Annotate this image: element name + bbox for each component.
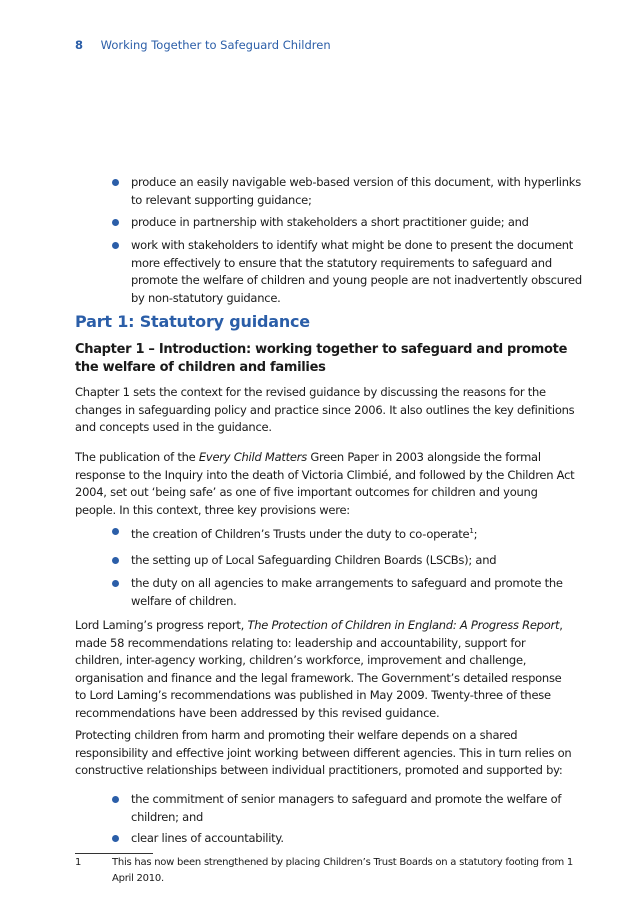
document-title: Working Together to Safeguard Children	[100, 38, 331, 52]
footnote-text: This has now been strengthened by placing Children’s Trust Boards on a statutory footing from 1 April 2010.	[112, 857, 574, 884]
footnote-ref[interactable]: 1	[469, 527, 474, 535]
bullet-icon	[112, 580, 119, 587]
bullet-icon	[112, 835, 119, 842]
paragraph-laming-report: Lord Laming’s progress report, The Protection of Children in England: A Progress Report, made 58 recommendations relating to: leadership and accountability, support for children, inter-agency working, children’s workforce, improvement and challenge, organisation and finance and the legal framework. The Government’s detailed response to Lord Laming’s recommendations was published in May 2009. Twenty-three of these recommendations have been addressed by this revised guidance.	[75, 618, 563, 720]
paragraph-shared-responsibility: Protecting children from harm and promoting their welfare depends on a shared responsibility and effective joint working between different agencies. This in turn relies on constructive relationships between individual practitioners, promoted and supported by:	[75, 728, 572, 777]
list-item-text: work with stakeholders to identify what might be done to present the document more effectively to ensure that the statutory requirements to safeguard and promote the welfare of children and young people are not inadvertently obscured by non-statutory guidance.	[131, 238, 582, 305]
list-item-text: produce in partnership with stakeholders a short practitioner guide; and	[131, 215, 529, 229]
footnote-number: 1	[75, 857, 82, 868]
italic-title: Every Child Matters	[198, 450, 307, 464]
page-number: 8	[75, 38, 84, 52]
list-item	[112, 174, 582, 209]
paragraph-context: Chapter 1 sets the context for the revised guidance by discussing the reasons for the changes in safeguarding policy and practice since 2006. It also outlines the key definitions and concepts used in the guidance.	[75, 385, 575, 434]
list-item-text: the commitment of senior managers to safeguard and promote the welfare of children; and	[131, 792, 562, 824]
bullet-icon	[112, 242, 119, 249]
paragraph-every-child-matters: The publication of the Every Child Matters Green Paper in 2003 alongside the formal response to the Inquiry into the death of Victoria Climbié, and followed by the Children Act 2004, set out ‘being safe’ as one of five important outcomes for children and young people. In this context, three key provisions were:	[75, 450, 575, 517]
part-heading: Part 1: Statutory guidance	[75, 312, 310, 331]
bullet-icon	[112, 796, 119, 803]
italic-title: The Protection of Children in England: A Progress Report	[247, 618, 560, 632]
list-item	[112, 791, 582, 826]
running-header	[75, 38, 331, 52]
bullet-icon	[112, 179, 119, 186]
list-item	[112, 552, 582, 570]
list-item-text: the creation of Children’s Trusts under the duty to co-operate	[131, 526, 470, 541]
footnote-divider	[75, 853, 153, 854]
list-item	[112, 214, 582, 232]
list-item-text: produce an easily navigable web-based version of this document, with hyperlinks to relevant supporting guidance;	[131, 175, 581, 207]
bullet-icon	[112, 219, 119, 226]
list-item	[112, 830, 582, 848]
footnote	[75, 855, 595, 886]
bullet-icon	[112, 557, 119, 564]
list-item-text: the duty on all agencies to make arrangements to safeguard and promote the welfare of children.	[131, 576, 563, 608]
list-item: the creation of Children’s Trusts under the duty to co-operate$^1$;	[112, 523, 582, 543]
bullet-icon	[112, 528, 119, 535]
list-item-text: the setting up of Local Safeguarding Children Boards (LSCBs); and	[131, 553, 497, 567]
chapter-heading: Chapter 1 – Introduction: working together to safeguard and promote the welfare of children and families	[75, 342, 568, 375]
list-item	[112, 237, 582, 307]
list-item-text: clear lines of accountability.	[131, 831, 284, 845]
list-item	[112, 575, 582, 610]
